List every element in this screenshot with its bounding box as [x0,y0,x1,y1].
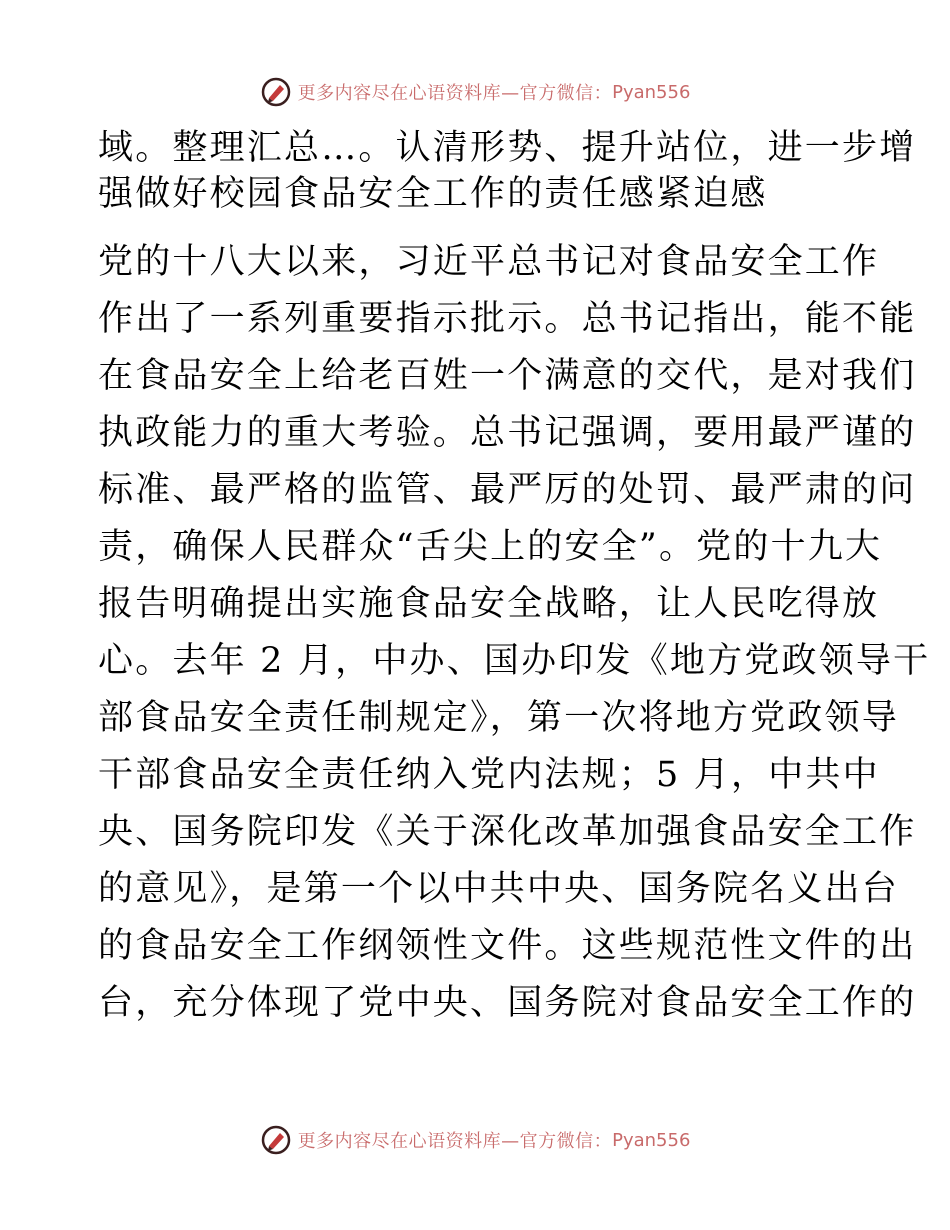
watermark-text: 更多内容尽在心语资料库—官方微信： [297,83,613,104]
pen-logo-icon [260,1124,292,1156]
paragraph-line: 央、国务院印发《关于深化改革加强食品安全工作 [98,812,917,852]
body-paragraph [98,239,931,1026]
paragraph-line: 台，充分体现了党中央、国务院对食品安全工作的 [98,983,917,1023]
document-body [98,125,931,1037]
paragraph-line: 在食品安全上给老百姓一个满意的交代，是对我们 [98,356,917,396]
paragraph-line: 心。去年 2 月，中办、国办印发《地方党政领导干 [98,641,931,681]
paragraph-line: 作出了一系列重要指示批示。总书记指出，能不能 [98,299,917,339]
paragraph-line: 的意见》，是第一个以中共中央、国务院名义出台 [98,869,899,909]
paragraph-line: 党的十八大以来，习近平总书记对食品安全工作 [98,242,880,282]
paragraph-line: 标准、最严格的监管、最严厉的处罚、最严肃的问 [98,470,917,510]
paragraph-line: 执政能力的重大考验。总书记强调，要用最严谨的 [98,413,917,453]
paragraph-line: 报告明确提出实施食品安全战略，让人民吃得放 [98,584,880,624]
paragraph-line: 干部食品安全责任纳入党内法规；5 月，中共中 [98,755,880,795]
watermark-contact: Pyan556 [612,81,691,103]
heading-line: 强做好校园食品安全工作的责任感紧迫感 [98,174,768,214]
watermark-contact: Pyan556 [612,1129,691,1151]
paragraph-line: 部食品安全责任制规定》，第一次将地方党政领导 [98,698,899,738]
heading-line: 域。整理汇总…。认清形势、提升站位，进一步增 [98,128,917,168]
paragraph-line: 责，确保人民群众“舌尖上的安全”。党的十九大 [98,527,883,567]
header-watermark [0,72,950,112]
section-heading [98,125,917,217]
paragraph-line: 的食品安全工作纲领性文件。这些规范性文件的出 [98,926,917,966]
footer-watermark [0,1120,950,1160]
pen-logo-icon [260,76,292,108]
watermark-text: 更多内容尽在心语资料库—官方微信： [297,1131,613,1152]
